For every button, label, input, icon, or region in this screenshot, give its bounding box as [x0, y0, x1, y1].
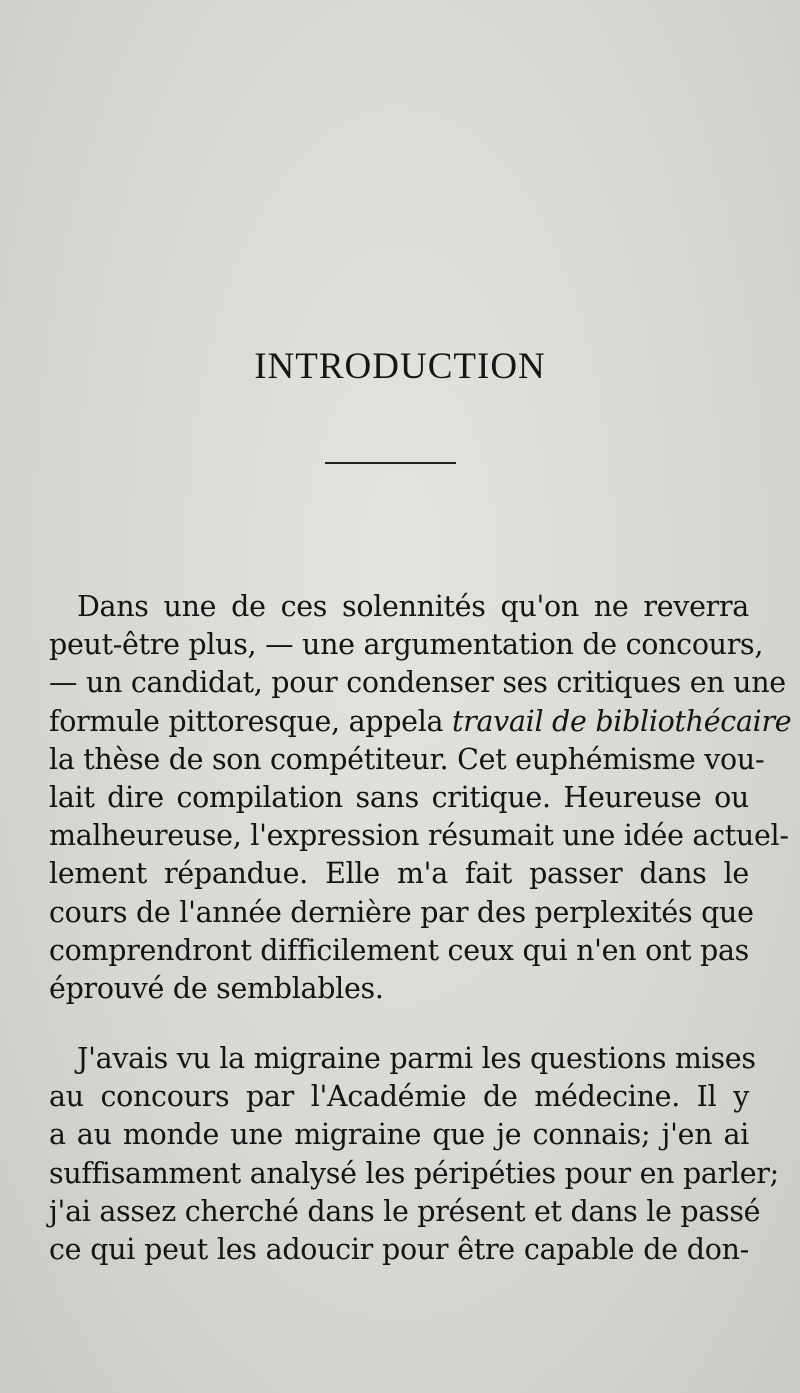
- paragraph-1: [49, 588, 792, 1008]
- text-line: comprendront difficilement ceux qui n'en ont pas: [49, 933, 749, 967]
- text-line: au concours par l'Académie de médecine. Il y: [49, 1080, 749, 1114]
- text-line: cours de l'année dernière par des perplexités que: [49, 895, 754, 929]
- text-line: a au monde une migraine que je connais; j'en ai: [49, 1118, 749, 1152]
- text-line: j'ai assez cherché dans le présent et dans le passé: [49, 1194, 761, 1228]
- heading-rule: [325, 462, 456, 464]
- paragraph-2: [49, 1040, 779, 1269]
- text-line: [49, 703, 792, 741]
- text-line: lement répandue. Elle m'a fait passer dans le: [49, 857, 749, 891]
- text-line: lait dire compilation sans critique. Heureuse ou: [49, 781, 749, 815]
- text-line: ce qui peut les adoucir pour être capable de don-: [49, 1233, 749, 1267]
- italic-phrase: travail de bibliothécaire: [452, 704, 792, 738]
- text-line: éprouvé de semblables.: [49, 972, 384, 1006]
- text-line: suffisamment analysé les péripéties pour en parler;: [49, 1156, 779, 1190]
- text-line: peut-être plus, — une argumentation de concours,: [49, 628, 764, 662]
- text-line: J'avais vu la migraine parmi les questions mises: [77, 1042, 756, 1075]
- text-line-roman: formule pittoresque, appela: [49, 704, 452, 738]
- text-line: — un candidat, pour condenser ses critiques en une: [49, 666, 786, 700]
- text-line: la thèse de son compétiteur. Cet euphémisme vou-: [49, 742, 765, 776]
- text-line: malheureuse, l'expression résumait une idée actuel-: [49, 819, 789, 853]
- chapter-heading: INTRODUCTION: [254, 346, 546, 387]
- text-line: Dans une de ces solennités qu'on ne reverra: [77, 590, 749, 623]
